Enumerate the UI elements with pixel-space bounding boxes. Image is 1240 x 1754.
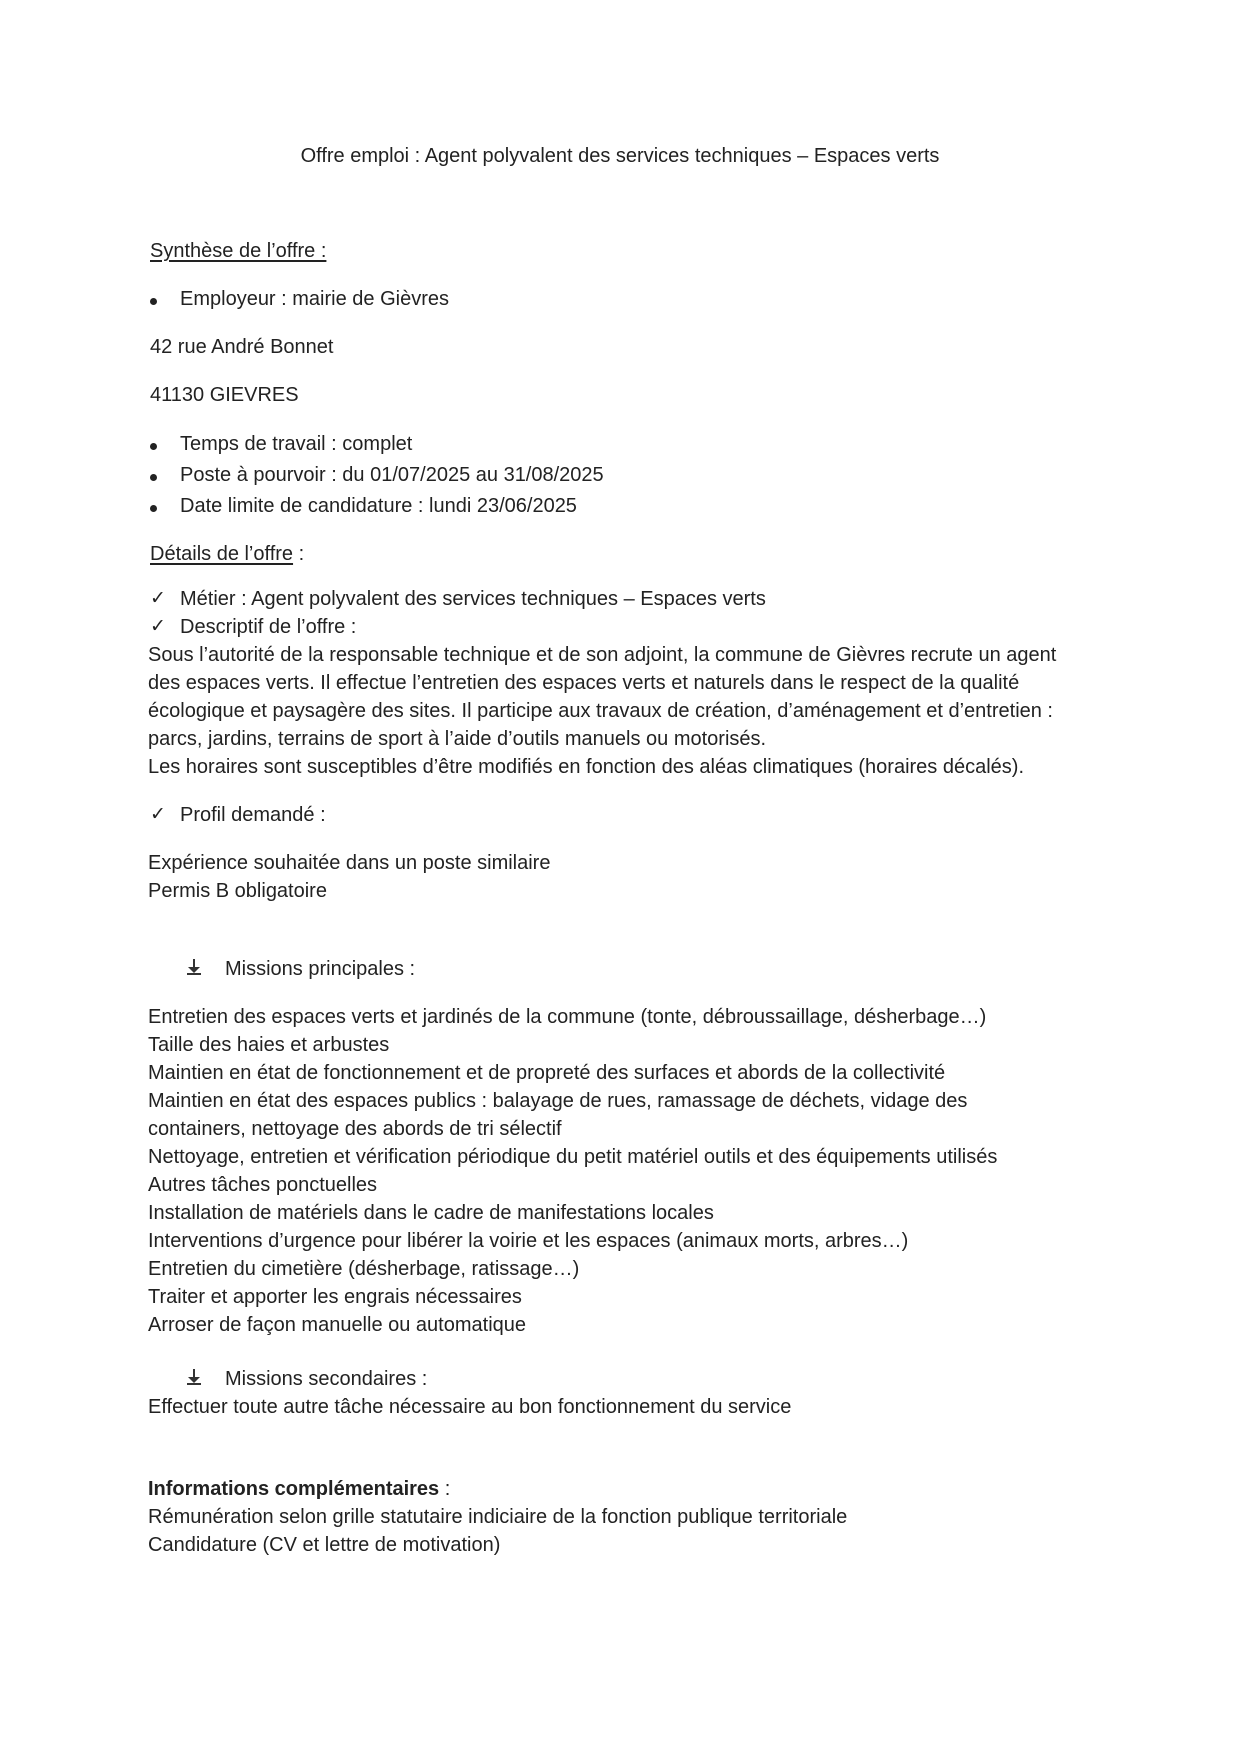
infos-heading-suffix: : (439, 1478, 451, 1500)
missions-principales-list (148, 1003, 1098, 1339)
profil-lines (148, 849, 1098, 905)
infos-line: Rémunération selon grille statutaire indiciaire de la fonction publique territoriale (148, 1506, 848, 1528)
bullet-icon (150, 474, 157, 481)
missions-secondaires-label: Missions secondaires : (225, 1368, 428, 1390)
mission-line: Entretien des espaces verts et jardinés de la commune (tonte, débroussaillage, désherbage…) (148, 1006, 987, 1028)
check-icon: ✓ (150, 587, 166, 609)
infos-line: Candidature (CV et lettre de motivation) (148, 1534, 501, 1556)
mission-line: Nettoyage, entretien et vérification périodique du petit matériel outils et des équipements utilisés (148, 1146, 998, 1168)
details-heading-row (150, 540, 304, 568)
mission-line: Autres tâches ponctuelles (148, 1174, 378, 1196)
profil-label: Profil demandé : (180, 804, 326, 826)
profil-line: Expérience souhaitée dans un poste similaire (148, 852, 551, 874)
mission-line: Traiter et apporter les engrais nécessaires (148, 1286, 522, 1308)
address-line-2: 41130 GIEVRES (150, 384, 299, 406)
mission-line: Installation de matériels dans le cadre de manifestations locales (148, 1202, 714, 1224)
descriptif-label: Descriptif de l’offre : (180, 616, 357, 638)
mission-line: containers, nettoyage des abords de tri sélectif (148, 1118, 562, 1140)
bullet-icon (150, 443, 157, 450)
arrow-down-icon (185, 1368, 203, 1386)
mission-line: Maintien en état de fonctionnement et de propreté des surfaces et abords de la collectivité (148, 1062, 946, 1084)
descriptif-line: écologique et paysagère des sites. Il participe aux travaux de création, d’aménagement et d’entretien : (148, 700, 1053, 722)
check-icon: ✓ (150, 803, 166, 825)
mission-line: Maintien en état des espaces publics : balayage de rues, ramassage de déchets, vidage des (148, 1090, 968, 1112)
descriptif-line: Les horaires sont susceptibles d’être modifiés en fonction des aléas climatiques (horaires décalés). (148, 756, 1025, 778)
details-heading-suffix: : (293, 543, 305, 565)
bullet-icon (150, 298, 157, 305)
synthese-item: Temps de travail : complet (180, 433, 413, 455)
infos-lines (148, 1503, 1098, 1559)
synthese-item: Poste à pourvoir : du 01/07/2025 au 31/08/2025 (180, 464, 604, 486)
mission-line: Arroser de façon manuelle ou automatique (148, 1314, 527, 1336)
arrow-down-icon (185, 958, 203, 976)
descriptif-line: Sous l’autorité de la responsable technique et de son adjoint, la commune de Gièvres recrute un agent (148, 644, 1057, 666)
employer-text: Employeur : mairie de Gièvres (180, 288, 449, 310)
check-icon: ✓ (150, 615, 166, 637)
page-title: Offre emploi : Agent polyvalent des services techniques – Espaces verts (300, 145, 940, 167)
mission-line: Effectuer toute autre tâche nécessaire au bon fonctionnement du service (148, 1396, 792, 1418)
descriptif-line: des espaces verts. Il effectue l’entretien des espaces verts et naturels dans le respect de la qualité (148, 672, 1020, 694)
bullet-icon (150, 505, 157, 512)
mission-line: Interventions d’urgence pour libérer la voirie et les espaces (animaux morts, arbres…) (148, 1230, 909, 1252)
infos-heading: Informations complémentaires (148, 1478, 440, 1500)
synthese-item: Date limite de candidature : lundi 23/06/2025 (180, 495, 577, 517)
infos-heading-row (148, 1475, 450, 1503)
mission-line: Entretien du cimetière (désherbage, ratissage…) (148, 1258, 580, 1280)
profil-line: Permis B obligatoire (148, 880, 327, 902)
metier-text: Métier : Agent polyvalent des services techniques – Espaces verts (180, 588, 766, 610)
details-heading: Détails de l’offre (150, 543, 294, 565)
descriptif-paragraph (148, 641, 1098, 781)
missions-secondaires-list (148, 1393, 1098, 1421)
missions-principales-label: Missions principales : (225, 958, 416, 980)
descriptif-line: parcs, jardins, terrains de sport à l’aide d’outils manuels ou motorisés. (148, 728, 767, 750)
address-line-1: 42 rue André Bonnet (150, 336, 334, 358)
mission-line: Taille des haies et arbustes (148, 1034, 390, 1056)
synthese-heading: Synthèse de l’offre : (150, 240, 327, 262)
